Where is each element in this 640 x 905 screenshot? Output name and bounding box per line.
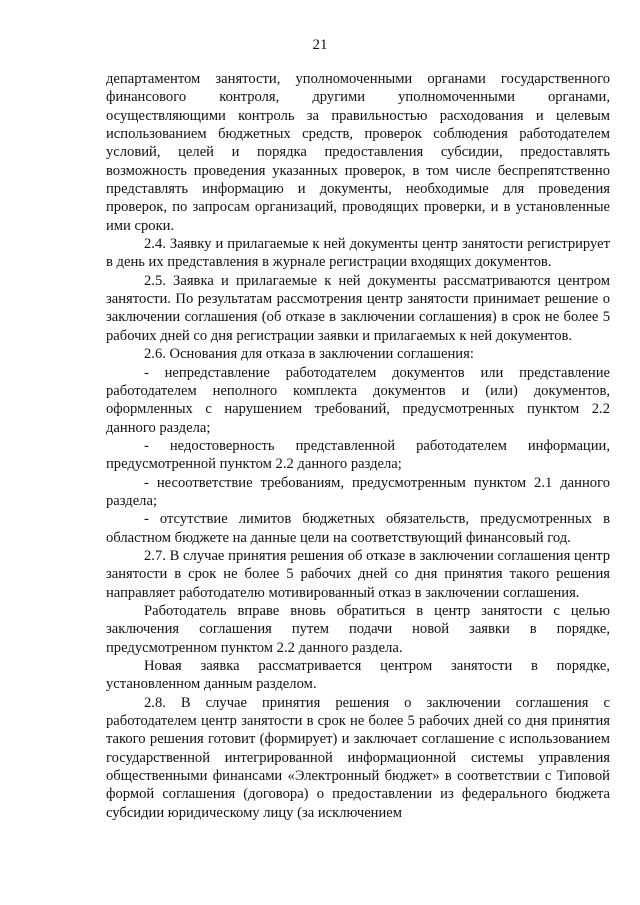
list-item-incomplete-documents: - непредставление работодателем документов или представление работодателем неполного комплекта документов и (или) документов, оформленных с нарушением требований, предусмотренных пунктом 2.2 данного раздела; xyxy=(106,364,610,436)
list-item-unreliable-information: - недостоверность представленной работодателем информации, предусмотренной пунктом 2.2 данного раздела; xyxy=(106,437,610,473)
document-body xyxy=(106,70,610,822)
paragraph-2-8: 2.8. В случае принятия решения о заключении соглашения с работодателем центр занятости в срок не более 5 рабочих дней со дня принятия такого решения готовит (формирует) и заключает соглашение с использованием государственной интегрированной информационной системы управления общественными финансами «Электронный бюджет» в соответствии с Типовой формой соглашения (договора) о предоставлении из федерального бюджета субсидии юридическому лицу (за исключением xyxy=(106,694,610,821)
paragraph-2-4: 2.4. Заявку и прилагаемые к ней документы центр занятости регистрирует в день их представления в журнале регистрации входящих документов. xyxy=(106,236,610,271)
page-number: 21 xyxy=(312,37,328,53)
paragraph-2-6: 2.6. Основания для отказа в заключении соглашения: xyxy=(144,346,474,363)
list-item-nonconformity: - несоответствие требованиям, предусмотренным пунктом 2.1 данного раздела; xyxy=(106,474,610,509)
paragraph-2-5: 2.5. Заявка и прилагаемые к ней документы рассматриваются центром занятости. По результатам рассмотрения центр занятости принимает решение о заключении соглашения (об отказе в заключении соглашения) в срок не более 5 рабочих дней со дня регистрации заявки и прилагаемых к ней документов. xyxy=(106,272,610,344)
paragraph-2-7: 2.7. В случае принятия решения об отказе в заключении соглашения центр занятости в срок не более 5 рабочих дней со дня принятия такого решения направляет работодателю мотивированный отказ в заключении соглашения. xyxy=(106,547,610,601)
list-item-no-budget-limits: - отсутствие лимитов бюджетных обязательств, предусмотренных в областном бюджете на данные цели на соответствующий финансовый год. xyxy=(106,511,610,546)
paragraph-reapply: Работодатель вправе вновь обратиться в центр занятости с целью заключения соглашения путем подачи новой заявки в порядке, предусмотренном пунктом 2.2 данного раздела. xyxy=(106,602,610,656)
paragraph-new-application: Новая заявка рассматривается центром занятости в порядке, установленном данным разделом. xyxy=(106,658,610,693)
paragraph-continued: департаментом занятости, уполномоченными органами государственного финансового контроля, другими уполномоченными органами, осуществляющими контроль за правильностью расходования и целевым использованием бюджетных средств, проверок соблюдения работодателем условий, целей и порядка предоставления субсидии, предоставлять возможность проведения указанных проверок, в том числе беспрепятственно представлять информацию и документы, необходимые для проведения проверок, по запросам организаций, проводящих проверки, и в установленные ими сроки. xyxy=(106,71,610,234)
